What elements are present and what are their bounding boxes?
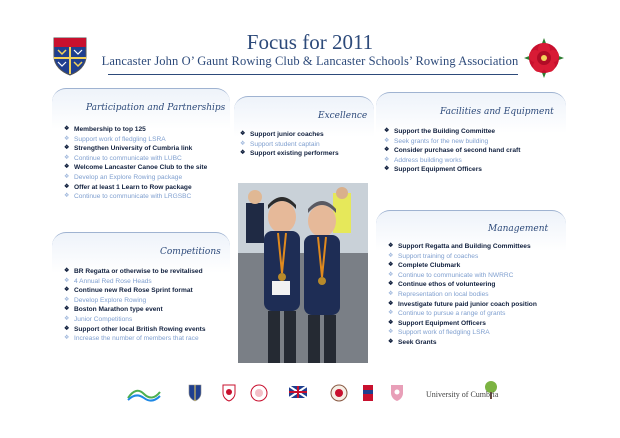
list-item: ❖ Support training of coaches (388, 252, 537, 262)
red-rose-icon (522, 36, 566, 80)
facilities-list (384, 127, 520, 175)
university-logo-text: University of Cumbria (426, 390, 499, 399)
competitions-title: Competitions (160, 247, 221, 257)
title-underline (108, 74, 518, 75)
list-item: ❖ Support work of fledgling LSRA (388, 328, 537, 338)
list-item: ❖ Develop an Explore Rowing package (64, 173, 207, 183)
list-item: ❖ Continue ethos of volunteering (388, 280, 537, 290)
list-item: ❖ Welcome Lancaster Canoe Club to the site (64, 163, 207, 173)
list-item: ❖ Increase the number of members that race (64, 334, 206, 344)
list-item: ❖ 4 Annual Red Rose Heads (64, 277, 206, 287)
list-item: ❖ Membership to top 125 (64, 125, 207, 135)
list-item: ❖ Address building works (384, 156, 520, 166)
list-item: ❖ Continue to communicate with LUBC (64, 154, 207, 164)
list-item: ❖ Consider purchase of second hand craft (384, 146, 520, 156)
list-item: ❖ Develop Explore Rowing (64, 296, 206, 306)
list-item: ❖ Support the Building Committee (384, 127, 520, 137)
partner-logo-seal-icon (330, 384, 348, 402)
list-item: ❖ Continue to communicate with LRGSBC (64, 192, 207, 202)
list-item: ❖ Junior Competitions (64, 315, 206, 325)
list-item: ❖ Support existing performers (240, 149, 339, 159)
list-item: ❖ Support Regatta and Building Committees (388, 242, 537, 252)
participation-list (64, 125, 207, 202)
list-item: ❖ Continue to pursue a range of grants (388, 309, 537, 319)
list-item: ❖ Continue new Red Rose Sprint format (64, 286, 206, 296)
rowers-photo (238, 183, 368, 363)
list-item: ❖ Boston Marathon type event (64, 305, 206, 315)
management-title: Management (488, 224, 549, 234)
list-item: ❖ Offer at least 1 Learn to Row package (64, 183, 207, 193)
partner-logos (0, 380, 620, 410)
management-list (388, 242, 537, 348)
list-item: ❖ Support Equipment Officers (388, 319, 537, 329)
page-title: Focus for 2011 (246, 30, 374, 54)
list-item: ❖ Support student captain (240, 140, 339, 150)
facilities-title: Facilities and Equipment (440, 107, 554, 117)
list-item: ❖ Support junior coaches (240, 130, 339, 140)
excellence-list (240, 130, 339, 159)
partner-logo-red-crest-icon (222, 384, 236, 402)
list-item: ❖ Continue to communicate with NWRRC (388, 271, 537, 281)
list-item: ❖ Support work of fledgling LSRA (64, 135, 207, 145)
partner-logo-union-flag-icon (288, 382, 308, 402)
list-item: ❖ Seek Grants (388, 338, 537, 348)
partner-logo-shield-icon (188, 384, 202, 402)
list-item: ❖ Investigate future paid junior coach position (388, 300, 537, 310)
page-subtitle: Lancaster John O’ Gaunt Rowing Club & Lancaster Schools’ Rowing Association (101, 54, 519, 68)
list-item: ❖ Complete Clubmark (388, 261, 537, 271)
partner-logo-round-badge-icon (250, 384, 268, 402)
list-item: ❖ Support other local British Rowing events (64, 325, 206, 335)
partner-logo-pink-crest-icon (390, 384, 404, 402)
list-item: ❖ Seek grants for the new building (384, 137, 520, 147)
competitions-list (64, 267, 206, 344)
list-item: ❖ BR Regatta or otherwise to be revitalised (64, 267, 206, 277)
list-item: ❖ Strengthen University of Cumbria link (64, 144, 207, 154)
partner-logo-banner-icon (362, 384, 374, 402)
list-item: ❖ Representation on local bodies (388, 290, 537, 300)
excellence-title: Excellence (318, 111, 368, 121)
list-item: ❖ Support Equipment Officers (384, 165, 520, 175)
rowers-illustration (238, 183, 368, 363)
partner-logo-wave-icon (126, 384, 162, 402)
participation-title: Participation and Partnerships (86, 103, 226, 113)
